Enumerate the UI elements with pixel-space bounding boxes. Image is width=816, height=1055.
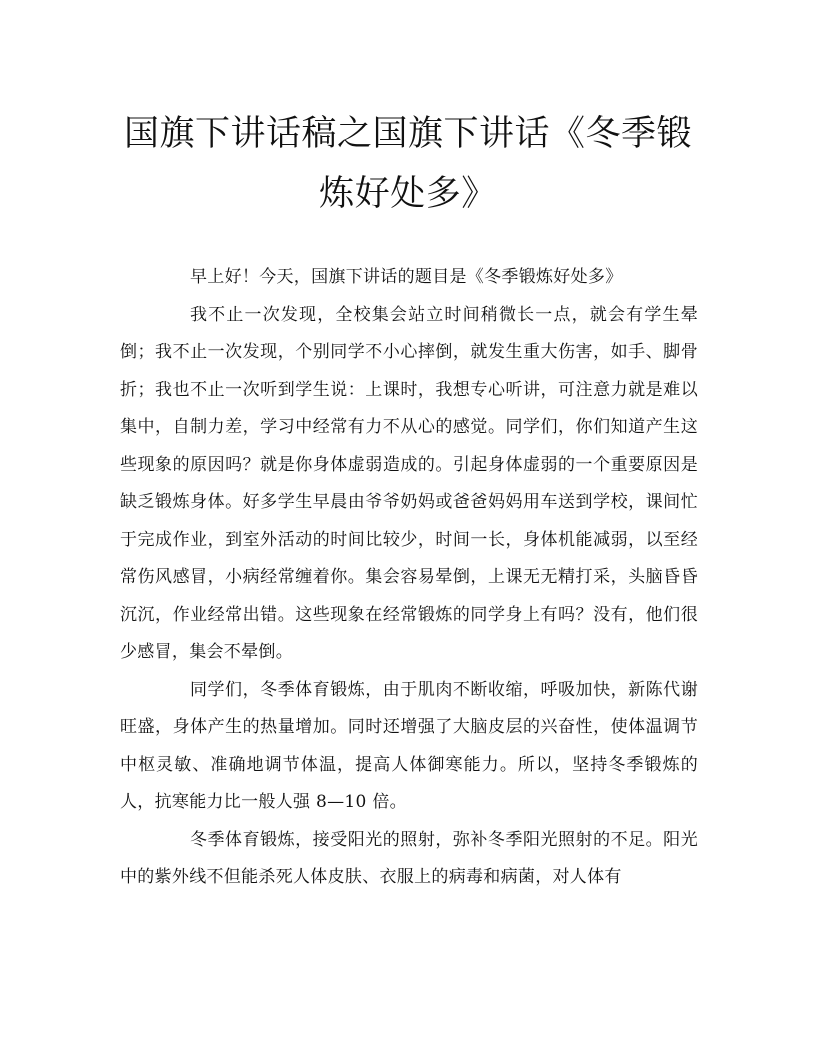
paragraph-sunlight: 冬季体育锻炼，接受阳光的照射，弥补冬季阳光照射的不足。阳光中的紫外线不但能杀死人体皮肤、衣服上的病毒和病菌，对人体有 — [120, 829, 698, 887]
document-body — [120, 259, 698, 897]
paragraph-observations: 我不止一次发现，全校集会站立时间稍微长一点，就会有学生晕倒；我不止一次发现，个别同学不小心摔倒，就发生重大伤害，如手、脚骨折；我也不止一次听到学生说：上课时，我想专心听讲，可注意力就是难以集中，自制力差，学习中经常有力不从心的感觉。同学们，你们知道产生这些现象的原因吗？就是你身体虚弱造成的。引起身体虚弱的一个重要原因是缺乏锻炼身体。好多学生早晨由爷爷奶妈或爸爸妈妈用车送到学校，课间忙于完成作业，到室外活动的时间比较少，时间一长，身体机能减弱，以至经常伤风感冒，小病经常缠着你。集会容易晕倒，上课无无精打采，头脑昏昏沉沉，作业经常出错。这些现象在经常锻炼的同学身上有吗？没有，他们很少感冒，集会不晕倒。 — [120, 304, 698, 662]
paragraph-greeting: 早上好！今天，国旗下讲话的题目是《冬季锻炼好处多》 — [190, 267, 623, 287]
paragraph-winter-exercise: 同学们，冬季体育锻炼，由于肌肉不断收缩，呼吸加快，新陈代谢旺盛，身体产生的热量增加。同时还增强了大脑皮层的兴奋性，使体温调节中枢灵敏、准确地调节体温，提高人体御寒能力。所以，坚持冬季锻炼的人，抗寒能力比一般人强 8—10 倍。 — [120, 679, 698, 812]
document-title: 国旗下讲话稿之国旗下讲话《冬季锻炼好处多》 — [123, 114, 692, 214]
